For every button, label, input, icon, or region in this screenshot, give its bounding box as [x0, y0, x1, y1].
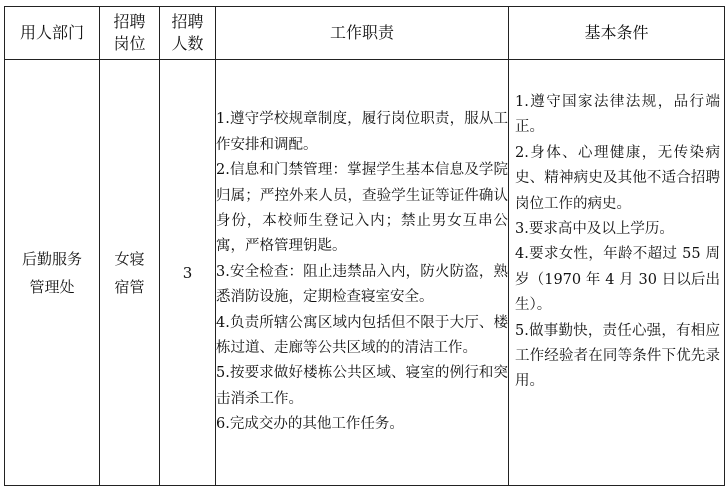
- recruitment-table: [4, 6, 725, 486]
- condition-item: 2.身体、心理健康，无传染病史、精神病史及其他不适合招聘岗位工作的病史。: [515, 144, 720, 212]
- duty-item: 3.安全检查：阻止违禁品入内，防火防盗，熟悉消防设施，定期检查寝室安全。: [216, 263, 508, 306]
- position-cell: [100, 60, 160, 486]
- duty-item: 1.遵守学校规章制度，履行岗位职责，服从工作安排和调配。: [216, 111, 508, 153]
- duty-item: 6.完成交办的其他工作任务。: [216, 416, 404, 433]
- table-row: [5, 60, 725, 486]
- dept-cell: [5, 60, 100, 486]
- header-count-line1: 招聘: [171, 12, 204, 31]
- header-row: [5, 7, 725, 60]
- header-position-line2: 岗位: [113, 34, 146, 53]
- duty-item: 2.信息和门禁管理：掌握学生基本信息及学院归属；严控外来人员，查验学生证等证件确认身份，本校师生登记入内；禁止男女互串公寓，严格管理钥匙。: [216, 162, 508, 255]
- header-conditions: [509, 7, 725, 60]
- dept-line2: 管理处: [29, 277, 75, 296]
- header-position: [100, 7, 160, 60]
- header-conditions-label: 基本条件: [584, 23, 649, 42]
- duty-item: 5.按要求做好楼栋公共区域、寝室的例行和突击消杀工作。: [216, 365, 508, 407]
- duty-item: 4.负责所辖公寓区域内包括但不限于大厅、楼栋过道、走廊等公共区域的的清洁工作。: [216, 314, 508, 357]
- header-dept-label: 用人部门: [19, 23, 84, 42]
- header-count: [160, 7, 216, 60]
- header-duties-label: 工作职责: [329, 23, 394, 42]
- dept-line1: 后勤服务: [21, 249, 82, 268]
- condition-item: 3.要求高中及以上学历。: [515, 221, 674, 238]
- header-count-line2: 人数: [171, 34, 204, 53]
- position-line1: 女寝: [114, 249, 145, 268]
- count-cell: [160, 60, 216, 486]
- count-value: 3: [182, 263, 193, 282]
- header-duties: [216, 7, 509, 60]
- conditions-cell: [509, 60, 725, 486]
- header-position-line1: 招聘: [113, 12, 146, 31]
- duties-cell: [216, 60, 509, 486]
- condition-item: 4.要求女性，年龄不超过 55 周岁（1970 年 4 月 30 日以后出生）。: [515, 246, 720, 314]
- header-dept: [5, 7, 100, 60]
- condition-item: 5.做事勤快，责任心强，有相应工作经验者在同等条件下优先录用。: [515, 322, 720, 390]
- condition-item: 1.遵守国家法律法规，品行端正。: [515, 94, 720, 136]
- position-line2: 宿管: [114, 277, 145, 296]
